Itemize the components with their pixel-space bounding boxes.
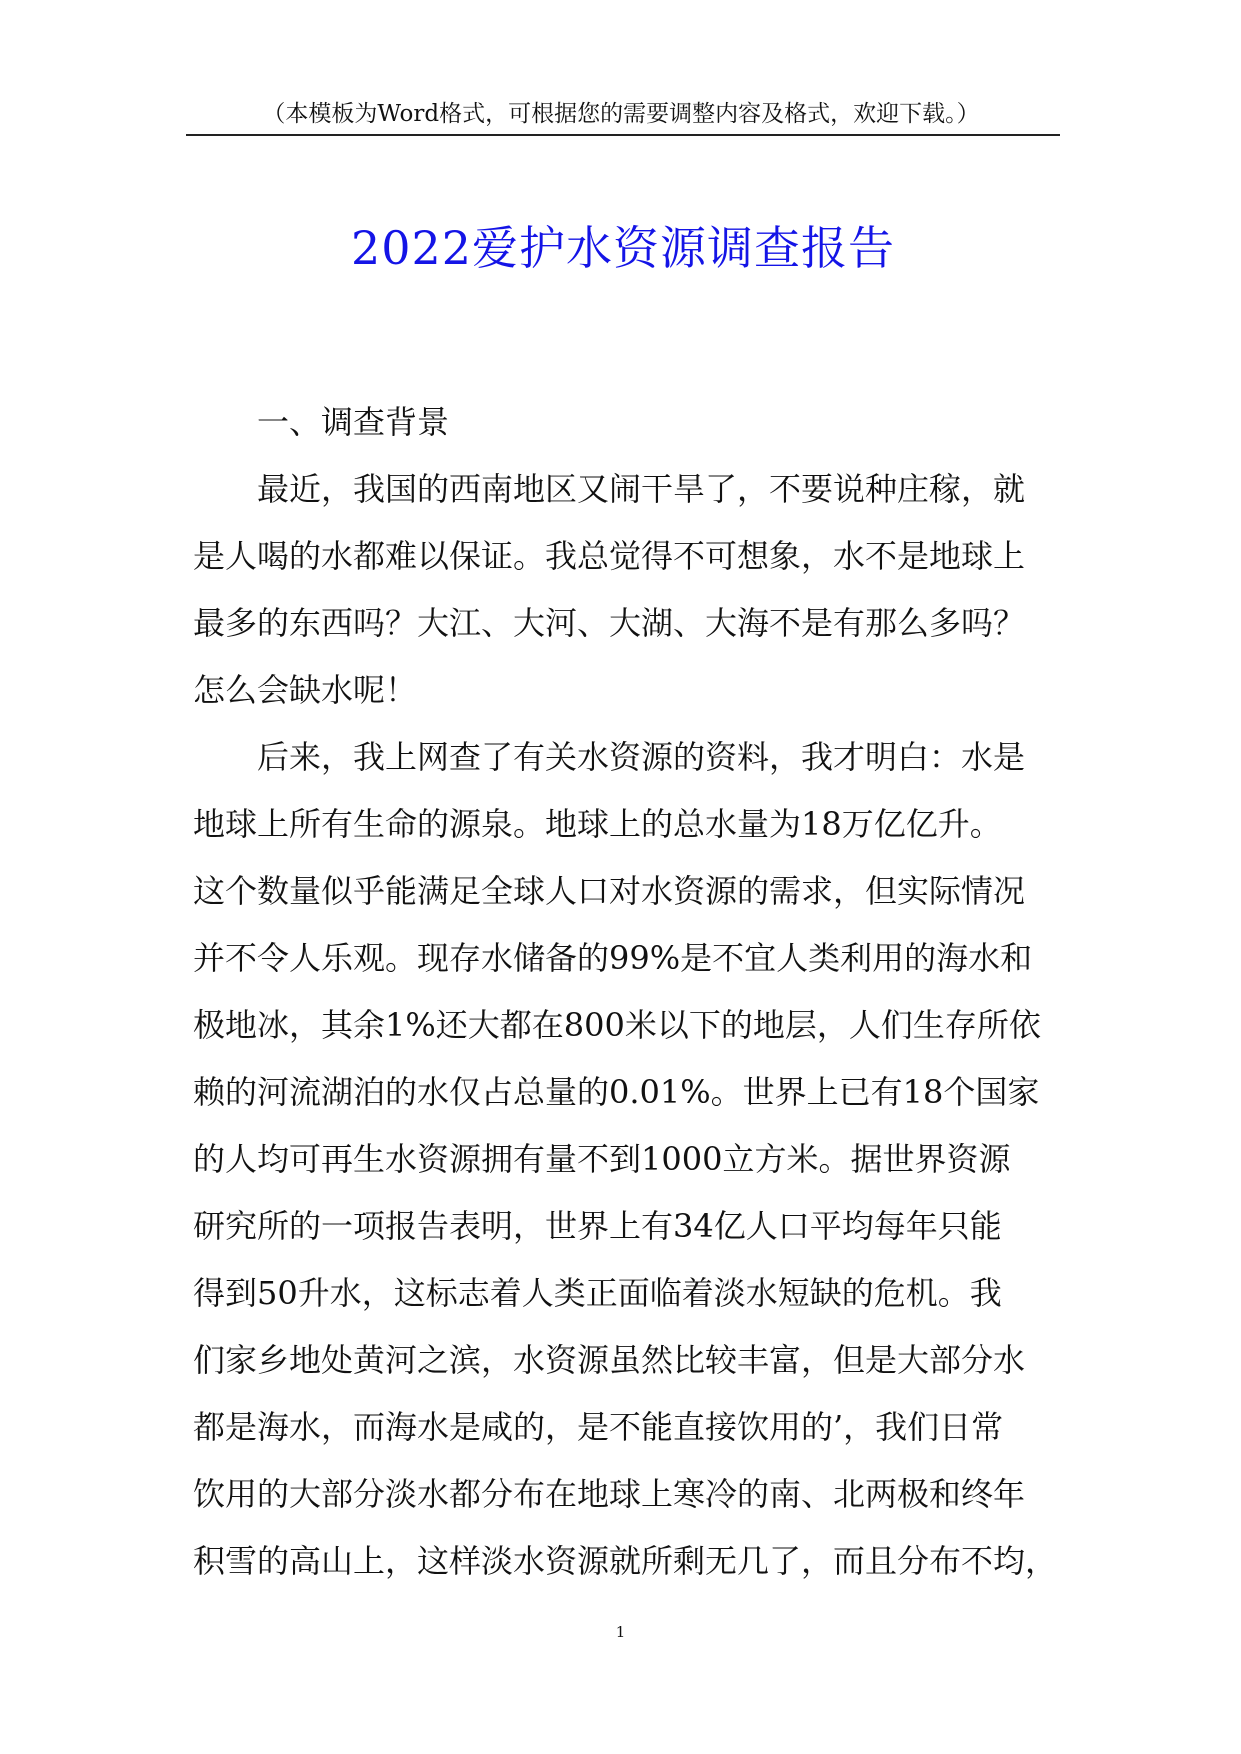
paragraph-line: 饮用的大部分淡水都分布在地球上寒冷的南、北两极和终年 [193, 1475, 1026, 1513]
header-note: （本模板为Word格式，可根据您的需要调整内容及格式，欢迎下载。） [262, 101, 980, 127]
paragraph-line: 的人均可再生水资源拥有量不到1000立方米。据世界资源 [193, 1140, 1011, 1178]
paragraph-line: 地球上所有生命的源泉。地球上的总水量为18万亿亿升。 [193, 805, 1002, 843]
paragraph-line: 最近，我国的西南地区又闹干旱了，不要说种庄稼，就 [257, 470, 1026, 508]
paragraph-line: 后来，我上网查了有关水资源的资料，我才明白：水是 [257, 738, 1026, 776]
document-title: 2022爱护水资源调查报告 [350, 221, 896, 275]
page-number: 1 [615, 1623, 626, 1641]
paragraph-line: 都是海水，而海水是咸的，是不能直接饮用的’，我们日常 [193, 1408, 1004, 1446]
paragraph-line: 怎么会缺水呢！ [193, 671, 418, 709]
paragraph-line: 这个数量似乎能满足全球人口对水资源的需求，但实际情况 [193, 872, 1026, 910]
document-body [193, 394, 1063, 1600]
paragraph-line: 极地冰，其余1%还大都在800米以下的地层，人们生存所依 [193, 1006, 1041, 1044]
paragraph-line: 是人喝的水都难以保证。我总觉得不可想象，水不是地球上 [193, 537, 1026, 575]
paragraph-line: 积雪的高山上，这样淡水资源就所剩无几了，而且分布不均， [193, 1542, 1058, 1580]
section-heading: 一、调查背景 [257, 403, 450, 441]
paragraph-line: 得到50升水，这标志着人类正面临着淡水短缺的危机。我 [193, 1274, 1002, 1312]
paragraph-line: 最多的东西吗？大江、大河、大湖、大海不是有那么多吗？ [193, 604, 1026, 642]
paragraph-line: 并不令人乐观。现存水储备的99%是不宜人类利用的海水和 [193, 939, 1033, 977]
header-divider [186, 134, 1060, 136]
paragraph-line: 研究所的一项报告表明，世界上有34亿人口平均每年只能 [193, 1207, 1002, 1245]
paragraph-line: 赖的河流湖泊的水仅占总量的0.01%。世界上已有18个国家 [193, 1073, 1040, 1111]
paragraph-line: 们家乡地处黄河之滨，水资源虽然比较丰富，但是大部分水 [193, 1341, 1026, 1379]
